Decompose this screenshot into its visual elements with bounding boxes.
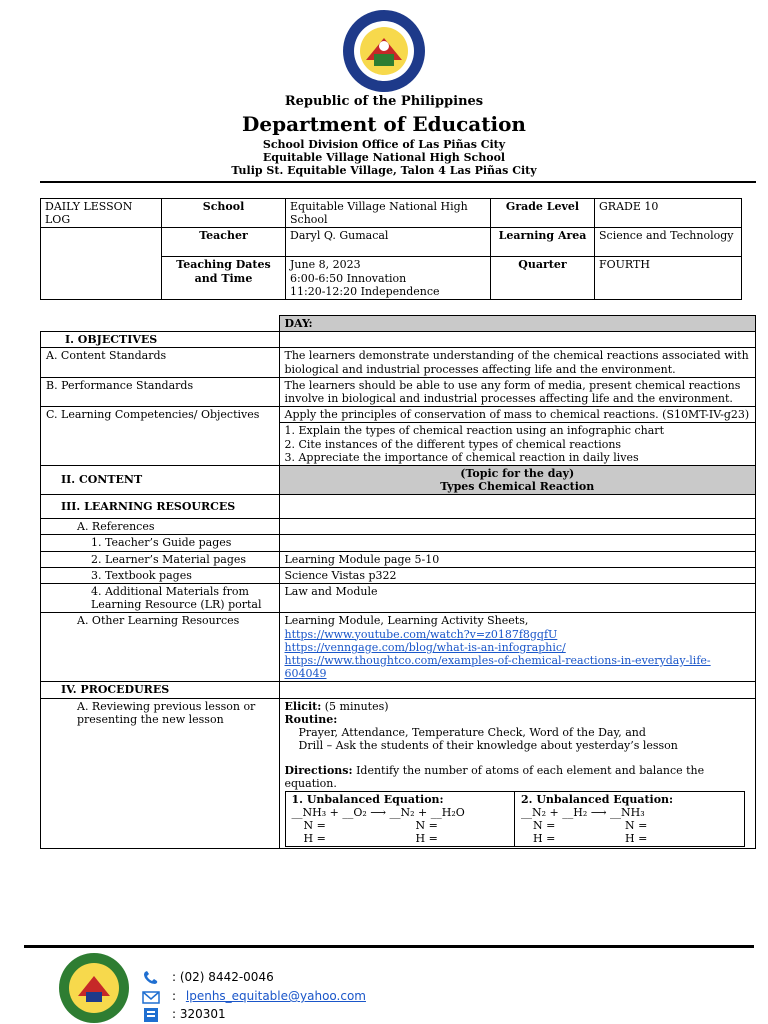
eq2-n-left: N = xyxy=(533,819,556,832)
footer-rule xyxy=(24,945,754,948)
routine-line: Prayer, Attendance, Temperature Check, Word of the Day, and xyxy=(298,725,646,739)
learning-competencies-label: C. Learning Competencies/ Objectives xyxy=(41,407,280,466)
additional-materials-label: 4. Additional Materials from Learning Resource (LR) portal xyxy=(41,584,280,613)
daily-lesson-log-title: DAILY LESSON LOG xyxy=(41,199,162,228)
venngage-link[interactable]: https://venngage.com/blog/what-is-an-infographic/ xyxy=(284,640,566,654)
elicit-cell xyxy=(279,698,756,849)
teaching-time-1: 6:00-6:50 Innovation xyxy=(290,271,407,285)
other-resources-text: Learning Module, Learning Activity Sheets, xyxy=(284,614,529,628)
day-label: DAY: xyxy=(279,316,756,332)
teaching-time-2: 11:20-12:20 Independence xyxy=(290,284,440,298)
school-value: Equitable Village National High School xyxy=(286,199,491,228)
quarter-value: FOURTH xyxy=(595,257,742,300)
content-standards-text: The learners demonstrate understanding of the chemical reactions associated with biological and industrial processes affecting life and the environment. xyxy=(279,348,756,377)
content-heading: II. CONTENT xyxy=(41,465,280,494)
references-label: A. References xyxy=(41,519,280,535)
elicit-time: (5 minutes) xyxy=(324,699,389,713)
equation-1-formula: __NH₃ + __O₂ ⟶ __N₂ + __H₂O xyxy=(291,805,465,819)
objective-item: 3. Appreciate the importance of chemical reaction in daily lives xyxy=(284,450,639,464)
grade-level-label: Grade Level xyxy=(491,199,595,228)
deped-division-seal xyxy=(341,8,427,94)
division-heading: School Division Office of Las Piñas City xyxy=(262,138,506,151)
learning-area-label: Learning Area xyxy=(491,228,595,257)
routine-line: Drill – Ask the students of their knowledge about yesterday’s lesson xyxy=(298,739,678,753)
directions-label: Directions: xyxy=(284,764,353,778)
topic-label: (Topic for the day) xyxy=(460,466,575,480)
eq2-n-right: N = xyxy=(625,819,648,832)
address-heading: Tulip St. Equitable Village, Talon 4 Las Piñas City xyxy=(231,164,537,177)
teacher-value: Daryl Q. Gumacal xyxy=(286,228,491,257)
equations-table xyxy=(285,791,745,848)
eq2-h-left: H = xyxy=(533,832,556,846)
learning-competencies-text: Apply the principles of conservation of mass to chemical reactions. (S10MT-IV-g23) xyxy=(279,407,756,423)
equation-2-formula: __N₂ + __H₂ ⟶ __NH₃ xyxy=(521,805,645,819)
eq2-h-right: H = xyxy=(625,832,648,846)
email-link[interactable]: lpenhs_equitable@yahoo.com xyxy=(185,989,366,1003)
other-resources-label: A. Other Learning Resources xyxy=(41,613,280,682)
objectives-heading: I. OBJECTIVES xyxy=(41,332,280,348)
teaching-dates-label: Teaching Dates and Time xyxy=(162,257,286,300)
department-heading: Department of Education xyxy=(242,112,526,136)
email-separator: : xyxy=(172,989,177,1003)
school-label: School xyxy=(162,199,286,228)
objectives-list xyxy=(279,423,756,466)
procedures-heading: IV. PROCEDURES xyxy=(41,682,280,698)
school-id-icon xyxy=(142,1007,160,1023)
equation-1-title: 1. Unbalanced Equation: xyxy=(291,792,444,806)
email-icon xyxy=(142,989,160,1005)
objective-item: 2. Cite instances of the different types of chemical reactions xyxy=(284,437,622,451)
school-logo xyxy=(58,952,130,1024)
content-standards-label: A. Content Standards xyxy=(41,348,280,377)
teaching-dates-value xyxy=(286,257,491,300)
review-lesson-label: A. Reviewing previous lesson or presenting the new lesson xyxy=(41,698,280,849)
learning-area-value: Science and Technology xyxy=(595,228,742,257)
directions-text: Identify the number of atoms of each element and balance the equation. xyxy=(284,764,705,791)
quarter-label: Quarter xyxy=(491,257,595,300)
republic-heading: Republic of the Philippines xyxy=(284,94,484,109)
other-resources-cell xyxy=(279,613,756,682)
learners-material-value: Learning Module page 5-10 xyxy=(279,551,756,567)
eq1-n-left: N = xyxy=(303,819,326,832)
school-id: : 320301 xyxy=(172,1007,226,1021)
topic-title: Types Chemical Reaction xyxy=(440,480,595,494)
textbook-value: Science Vistas p322 xyxy=(279,567,756,583)
lesson-plan-table xyxy=(40,315,756,849)
additional-materials-value: Law and Module xyxy=(279,584,756,613)
eq1-n-right: N = xyxy=(415,819,438,832)
textbook-label: 3. Textbook pages xyxy=(41,567,280,583)
elicit-label: Elicit: xyxy=(284,699,322,713)
objective-item: 1. Explain the types of chemical reaction using an infographic chart xyxy=(284,424,664,438)
eq1-h-left: H = xyxy=(303,832,326,846)
equation-2-title: 2. Unbalanced Equation: xyxy=(521,792,674,806)
phone-number: : (02) 8442-0046 xyxy=(172,970,274,984)
header-rule xyxy=(40,181,756,183)
teaching-date: June 8, 2023 xyxy=(290,258,361,272)
learning-resources-heading: III. LEARNING RESOURCES xyxy=(41,495,280,519)
thoughtco-link[interactable]: https://www.thoughtco.com/examples-of-chemical-reactions-in-everyday-life-604049 xyxy=(284,653,711,681)
lesson-log-info-table xyxy=(40,198,742,300)
teacher-label: Teacher xyxy=(162,228,286,257)
topic-cell xyxy=(279,465,756,494)
eq1-h-right: H = xyxy=(415,832,438,846)
learners-material-label: 2. Learner’s Material pages xyxy=(41,551,280,567)
performance-standards-text: The learners should be able to use any form of media, present chemical reactions involve in biological and industrial processes affecting life and the environment. xyxy=(279,377,756,406)
phone-icon xyxy=(142,970,160,986)
performance-standards-label: B. Performance Standards xyxy=(41,377,280,406)
routine-label: Routine: xyxy=(284,712,338,726)
school-heading: Equitable Village National High School xyxy=(262,151,506,164)
grade-level-value: GRADE 10 xyxy=(595,199,742,228)
youtube-link[interactable]: https://www.youtube.com/watch?v=z0187f8gqfU xyxy=(284,627,558,641)
teachers-guide-label: 1. Teacher’s Guide pages xyxy=(41,535,280,551)
